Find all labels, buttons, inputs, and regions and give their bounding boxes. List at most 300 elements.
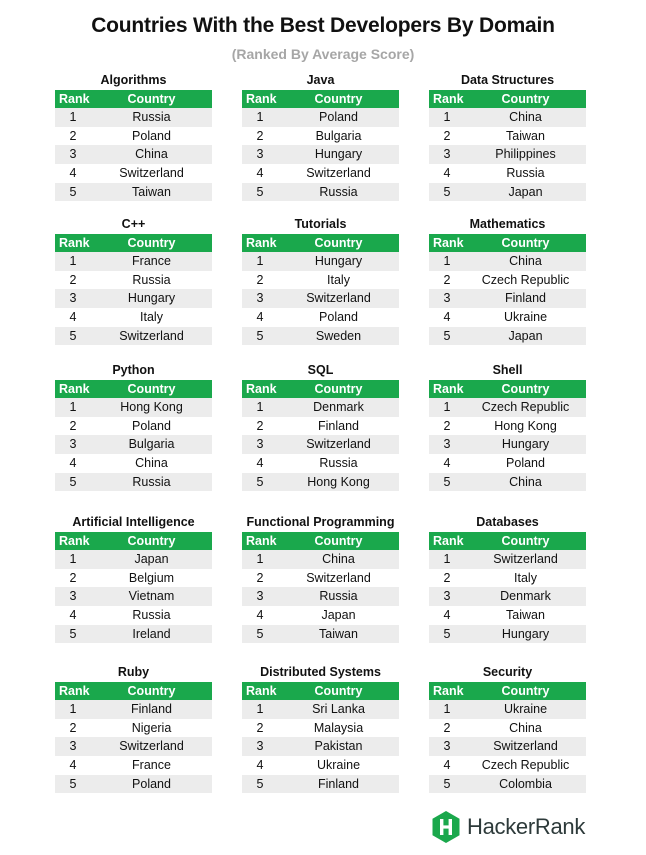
country-cell: Malaysia	[313, 720, 364, 735]
table-row	[242, 164, 399, 183]
rank-cell: 2	[256, 570, 264, 585]
rank-cell: 3	[443, 147, 451, 162]
rank-cell: 1	[443, 552, 451, 566]
rank-cell: 4	[256, 608, 264, 623]
rank-cell: 3	[69, 147, 77, 162]
page-subtitle: (Ranked By Average Score)	[231, 46, 415, 62]
table-row	[242, 145, 399, 164]
country-cell: Czech Republic	[481, 758, 570, 773]
rank-cell: 3	[443, 291, 451, 306]
domain-title: Artificial Intelligence	[72, 515, 195, 529]
country-cell: Finland	[318, 418, 359, 433]
table-row	[429, 271, 586, 290]
rank-cell: 5	[443, 328, 451, 343]
country-cell: China	[135, 456, 168, 471]
table-row	[55, 289, 212, 308]
rank-cell: 2	[69, 272, 77, 287]
rank-column-header: Rank	[246, 684, 277, 698]
table-header	[55, 90, 212, 108]
rank-cell: 1	[443, 254, 451, 268]
rank-cell: 2	[443, 128, 451, 143]
rank-cell: 4	[69, 456, 77, 471]
country-cell: Denmark	[313, 400, 364, 414]
country-cell: Russia	[132, 608, 171, 623]
country-cell: Belgium	[128, 570, 175, 585]
table-row	[242, 308, 399, 327]
table-row	[242, 108, 399, 127]
country-cell: Ukraine	[503, 702, 548, 716]
rank-column-header: Rank	[433, 684, 464, 698]
table-row	[55, 271, 212, 290]
table-row	[242, 398, 399, 417]
rank-cell: 4	[256, 758, 264, 773]
country-cell: Italy	[514, 570, 537, 585]
rank-cell: 1	[256, 254, 264, 268]
country-cell: Switzerland	[493, 552, 558, 566]
rank-cell: 4	[69, 166, 77, 181]
country-cell: Italy	[140, 310, 163, 325]
table-row	[429, 164, 586, 183]
table-row	[55, 587, 212, 606]
country-column-header: Country	[314, 534, 363, 548]
table-header	[429, 380, 586, 398]
country-cell: Taiwan	[319, 626, 358, 641]
rank-cell: 2	[443, 570, 451, 585]
rank-column-header: Rank	[433, 92, 464, 106]
table-row	[429, 625, 586, 644]
table-row	[429, 308, 586, 327]
country-cell: Poland	[132, 128, 171, 143]
rank-cell: 2	[443, 418, 451, 433]
country-column-header: Country	[127, 92, 176, 106]
country-cell: Poland	[132, 776, 171, 791]
table-row	[242, 700, 399, 719]
country-cell: Colombia	[499, 776, 552, 791]
rank-cell: 4	[69, 310, 77, 325]
rank-cell: 4	[69, 758, 77, 773]
rank-cell: 3	[443, 589, 451, 604]
country-column-header: Country	[501, 382, 550, 396]
rank-column-header: Rank	[246, 534, 277, 548]
country-cell: France	[132, 254, 171, 268]
table-header	[55, 234, 212, 252]
table-row	[429, 606, 586, 625]
rank-cell: 2	[256, 272, 264, 287]
country-cell: Taiwan	[132, 184, 171, 199]
rank-cell: 4	[443, 608, 451, 623]
domain-title: Mathematics	[469, 217, 546, 231]
domain-table	[429, 512, 586, 643]
country-cell: Hong Kong	[307, 474, 370, 489]
rank-cell: 3	[69, 589, 77, 604]
table-header	[55, 380, 212, 398]
table-row	[55, 127, 212, 146]
rank-cell: 5	[443, 626, 451, 641]
country-cell: Ireland	[132, 626, 171, 641]
table-row	[429, 550, 586, 569]
rank-column-header: Rank	[433, 534, 464, 548]
table-row	[242, 183, 399, 202]
page-title: Countries With the Best Developers By Domain	[91, 14, 555, 37]
country-cell: Japan	[508, 184, 543, 199]
table-row	[55, 756, 212, 775]
domain-table	[429, 214, 586, 345]
rank-cell: 5	[256, 184, 264, 199]
country-cell: France	[132, 758, 171, 773]
table-row	[242, 606, 399, 625]
rank-cell: 4	[443, 310, 451, 325]
table-row	[242, 473, 399, 492]
rank-column-header: Rank	[59, 92, 90, 106]
country-cell: Bulgaria	[128, 437, 175, 452]
rank-cell: 2	[443, 272, 451, 287]
country-cell: China	[509, 474, 542, 489]
country-cell: Hungary	[501, 437, 550, 452]
country-cell: Czech Republic	[481, 272, 570, 287]
country-cell: Sweden	[315, 328, 362, 343]
rank-cell: 2	[256, 720, 264, 735]
rank-cell: 1	[256, 702, 264, 716]
table-row	[55, 700, 212, 719]
country-cell: Russia	[132, 474, 171, 489]
table-row	[429, 327, 586, 346]
rank-column-header: Rank	[246, 236, 277, 250]
domain-title: Databases	[476, 515, 539, 529]
country-cell: Finland	[505, 291, 546, 306]
table-row	[242, 587, 399, 606]
rank-cell: 1	[256, 110, 264, 124]
country-column-header: Country	[314, 236, 363, 250]
table-row	[429, 775, 586, 794]
domain-table	[242, 360, 399, 491]
table-row	[55, 775, 212, 794]
domain-table	[429, 70, 586, 201]
table-row	[55, 145, 212, 164]
rank-cell: 4	[443, 758, 451, 773]
country-cell: Japan	[134, 552, 169, 566]
table-row	[242, 550, 399, 569]
table-header	[429, 90, 586, 108]
table-header	[242, 682, 399, 700]
country-cell: Poland	[319, 310, 358, 325]
domain-title: Python	[112, 363, 155, 377]
country-cell: Hungary	[127, 291, 176, 306]
country-column-header: Country	[127, 236, 176, 250]
domain-table	[429, 360, 586, 491]
country-column-header: Country	[127, 534, 176, 548]
rank-cell: 3	[256, 739, 264, 754]
table-row	[429, 700, 586, 719]
rank-cell: 3	[256, 589, 264, 604]
hackerrank-logo	[431, 809, 585, 845]
rank-cell: 4	[256, 166, 264, 181]
rank-cell: 3	[256, 291, 264, 306]
rank-cell: 5	[256, 328, 264, 343]
country-cell: Vietnam	[128, 589, 175, 604]
rank-cell: 3	[256, 147, 264, 162]
table-row	[242, 127, 399, 146]
table-row	[429, 417, 586, 436]
country-cell: Hong Kong	[494, 418, 557, 433]
country-cell: Pakistan	[314, 739, 363, 754]
country-column-header: Country	[127, 382, 176, 396]
table-row	[55, 719, 212, 738]
table-header	[429, 234, 586, 252]
country-cell: Finland	[131, 702, 172, 716]
table-row	[55, 164, 212, 183]
rank-cell: 4	[256, 310, 264, 325]
rank-column-header: Rank	[433, 236, 464, 250]
country-cell: Switzerland	[306, 291, 371, 306]
country-cell: Poland	[506, 456, 545, 471]
table-row	[429, 435, 586, 454]
rank-cell: 1	[69, 702, 77, 716]
table-row	[429, 587, 586, 606]
rank-column-header: Rank	[59, 684, 90, 698]
table-row	[242, 271, 399, 290]
table-row	[242, 327, 399, 346]
hackerrank-logo-icon	[431, 810, 461, 844]
country-cell: Taiwan	[506, 608, 545, 623]
country-cell: Czech Republic	[481, 400, 570, 414]
rank-cell: 4	[443, 166, 451, 181]
table-row	[429, 737, 586, 756]
table-row	[242, 569, 399, 588]
country-cell: China	[322, 552, 355, 566]
domain-title: Shell	[492, 363, 523, 377]
table-row	[242, 252, 399, 271]
country-cell: Hungary	[501, 626, 550, 641]
domain-table	[242, 70, 399, 201]
rank-cell: 2	[69, 720, 77, 735]
rank-cell: 5	[69, 474, 77, 489]
domain-title: SQL	[307, 363, 334, 377]
table-row	[55, 435, 212, 454]
country-cell: China	[135, 147, 168, 162]
rank-cell: 1	[69, 110, 77, 124]
country-column-header: Country	[314, 92, 363, 106]
logo-wordmark: HackerRank	[467, 814, 586, 839]
domain-table	[242, 662, 399, 793]
table-row	[242, 756, 399, 775]
rank-cell: 5	[69, 626, 77, 641]
table-row	[242, 417, 399, 436]
table-row	[242, 775, 399, 794]
country-column-header: Country	[314, 382, 363, 396]
rank-cell: 3	[256, 437, 264, 452]
domain-title: C++	[121, 217, 146, 231]
country-cell: Russia	[132, 110, 171, 124]
table-row	[55, 737, 212, 756]
domain-table	[55, 512, 212, 643]
table-row	[242, 289, 399, 308]
rank-cell: 3	[443, 437, 451, 452]
rank-cell: 4	[69, 608, 77, 623]
table-header	[242, 90, 399, 108]
country-column-header: Country	[501, 92, 550, 106]
rank-cell: 2	[69, 418, 77, 433]
rank-cell: 5	[69, 776, 77, 791]
country-cell: Philippines	[495, 147, 556, 162]
country-cell: Russia	[319, 184, 358, 199]
domain-title: Tutorials	[294, 217, 347, 231]
rank-cell: 5	[443, 776, 451, 791]
country-cell: Russia	[132, 272, 171, 287]
table-header	[242, 234, 399, 252]
table-row	[429, 473, 586, 492]
table-row	[429, 145, 586, 164]
country-cell: Russia	[319, 456, 358, 471]
table-row	[242, 625, 399, 644]
table-header	[429, 682, 586, 700]
table-row	[55, 398, 212, 417]
table-row	[242, 454, 399, 473]
country-cell: Switzerland	[119, 328, 184, 343]
table-row	[55, 108, 212, 127]
rank-column-header: Rank	[433, 382, 464, 396]
country-cell: Finland	[318, 776, 359, 791]
rank-cell: 1	[69, 400, 77, 414]
rank-cell: 5	[69, 328, 77, 343]
rank-cell: 1	[256, 400, 264, 414]
rank-cell: 5	[443, 474, 451, 489]
domain-title: Java	[306, 73, 335, 87]
country-cell: Taiwan	[506, 128, 545, 143]
country-column-header: Country	[501, 534, 550, 548]
table-row	[55, 473, 212, 492]
country-cell: Hungary	[314, 254, 363, 268]
country-cell: Nigeria	[131, 720, 172, 735]
rank-cell: 1	[443, 400, 451, 414]
rank-column-header: Rank	[59, 534, 90, 548]
country-cell: Russia	[506, 166, 545, 181]
country-cell: Sri Lanka	[312, 702, 365, 716]
domain-title: Distributed Systems	[260, 665, 381, 679]
country-cell: Hong Kong	[120, 400, 183, 414]
table-row	[429, 569, 586, 588]
country-cell: Ukraine	[316, 758, 361, 773]
table-row	[55, 550, 212, 569]
country-cell: China	[509, 254, 542, 268]
table-row	[429, 289, 586, 308]
table-row	[242, 737, 399, 756]
country-cell: Japan	[321, 608, 356, 623]
rank-column-header: Rank	[59, 236, 90, 250]
country-cell: Switzerland	[119, 739, 184, 754]
domain-title: Functional Programming	[246, 515, 395, 529]
rank-cell: 1	[256, 552, 264, 566]
table-row	[429, 756, 586, 775]
domain-table	[429, 662, 586, 793]
domain-table	[242, 214, 399, 345]
table-row	[429, 398, 586, 417]
rank-cell: 2	[443, 720, 451, 735]
table-header	[242, 380, 399, 398]
table-row	[55, 454, 212, 473]
country-cell: China	[509, 720, 542, 735]
table-row	[55, 183, 212, 202]
domain-title: Ruby	[117, 665, 150, 679]
country-column-header: Country	[127, 684, 176, 698]
country-cell: Japan	[508, 328, 543, 343]
rank-cell: 2	[256, 128, 264, 143]
rank-column-header: Rank	[246, 382, 277, 396]
country-cell: Denmark	[500, 589, 551, 604]
country-cell: Switzerland	[493, 739, 558, 754]
table-row	[55, 327, 212, 346]
rank-cell: 1	[69, 552, 77, 566]
rank-cell: 5	[443, 184, 451, 199]
rank-cell: 4	[443, 456, 451, 471]
table-row	[429, 183, 586, 202]
table-row	[55, 606, 212, 625]
country-column-header: Country	[314, 684, 363, 698]
rank-cell: 2	[256, 418, 264, 433]
table-row	[429, 252, 586, 271]
country-cell: Russia	[319, 589, 358, 604]
rank-cell: 3	[443, 739, 451, 754]
country-cell: Bulgaria	[315, 128, 362, 143]
table-header	[242, 532, 399, 550]
country-cell: Switzerland	[306, 166, 371, 181]
table-row	[242, 435, 399, 454]
table-row	[242, 719, 399, 738]
table-row	[55, 252, 212, 271]
country-cell: Switzerland	[306, 570, 371, 585]
rank-cell: 5	[256, 474, 264, 489]
country-cell: Switzerland	[119, 166, 184, 181]
table-row	[429, 108, 586, 127]
table-row	[55, 569, 212, 588]
rank-cell: 3	[69, 291, 77, 306]
rank-cell: 1	[443, 702, 451, 716]
table-header	[429, 532, 586, 550]
rank-cell: 5	[69, 184, 77, 199]
domain-table	[55, 360, 212, 491]
country-cell: Poland	[132, 418, 171, 433]
rank-cell: 5	[256, 626, 264, 641]
country-cell: China	[509, 110, 542, 124]
domain-table	[242, 512, 399, 643]
country-cell: Ukraine	[503, 310, 548, 325]
table-row	[429, 127, 586, 146]
table-row	[55, 625, 212, 644]
domain-title: Security	[482, 665, 533, 679]
rank-column-header: Rank	[246, 92, 277, 106]
country-column-header: Country	[501, 684, 550, 698]
rank-cell: 3	[69, 437, 77, 452]
rank-cell: 3	[69, 739, 77, 754]
domain-title: Data Structures	[460, 73, 555, 87]
table-header	[55, 532, 212, 550]
domain-table	[55, 214, 212, 345]
country-cell: Poland	[319, 110, 358, 124]
domain-title: Algorithms	[100, 73, 167, 87]
table-row	[429, 454, 586, 473]
rank-cell: 1	[443, 110, 451, 124]
country-column-header: Country	[501, 236, 550, 250]
domain-table	[55, 662, 212, 793]
domain-table	[55, 70, 212, 201]
country-cell: Switzerland	[306, 437, 371, 452]
table-row	[55, 417, 212, 436]
rank-cell: 2	[69, 128, 77, 143]
rank-cell: 4	[256, 456, 264, 471]
country-cell: Italy	[327, 272, 350, 287]
table-header	[55, 682, 212, 700]
country-cell: Hungary	[314, 147, 363, 162]
rank-cell: 2	[69, 570, 77, 585]
